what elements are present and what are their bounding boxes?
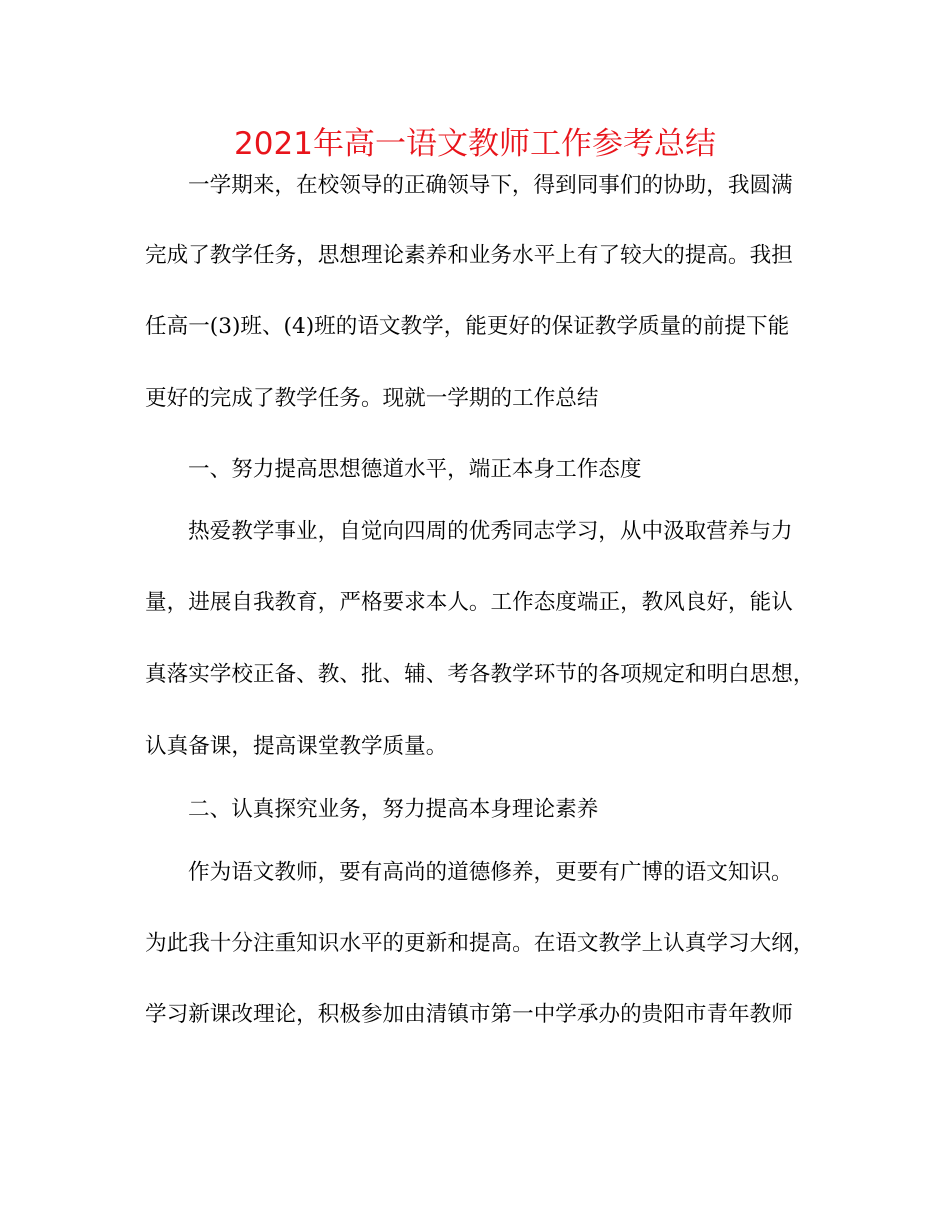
paragraph-line: 一学期来，在校领导的正确领导下，得到同事们的协助，我圆满	[188, 173, 793, 198]
paragraph-line: 量，进展自我教育，严格要求本人。工作态度端正，教风良好，能认	[145, 590, 793, 615]
paragraph-line: 作为语文教师，要有高尚的道德修养，更要有广博的语文知识。	[188, 860, 793, 885]
paragraph-line: 学习新课改理论，积极参加由清镇市第一中学承办的贵阳市青年教师	[145, 1002, 793, 1027]
document-title: 2021年高一语文教师工作参考总结	[234, 126, 716, 162]
paragraph-line: 完成了教学任务，思想理论素养和业务水平上有了较大的提高。我担	[145, 243, 793, 268]
paragraph-line: 认真备课，提高课堂教学质量。	[145, 734, 448, 759]
paragraph-line: 真落实学校正备、教、批、辅、考各教学环节的各项规定和明白思想，	[145, 662, 815, 687]
paragraph-line: 任高一(3)班、(4)班的语文教学，能更好的保证教学质量的前提下能	[145, 314, 790, 339]
section-heading: 一、努力提高思想德道水平，端正本身工作态度	[188, 457, 642, 482]
paragraph-line: 热爱教学事业，自觉向四周的优秀同志学习，从中汲取营养与力	[188, 519, 793, 544]
paragraph-line: 为此我十分注重知识水平的更新和提高。在语文教学上认真学习大纲，	[145, 931, 815, 956]
section-heading: 二、认真探究业务，努力提高本身理论素养	[188, 797, 599, 822]
paragraph-line: 更好的完成了教学任务。现就一学期的工作总结	[145, 386, 599, 411]
